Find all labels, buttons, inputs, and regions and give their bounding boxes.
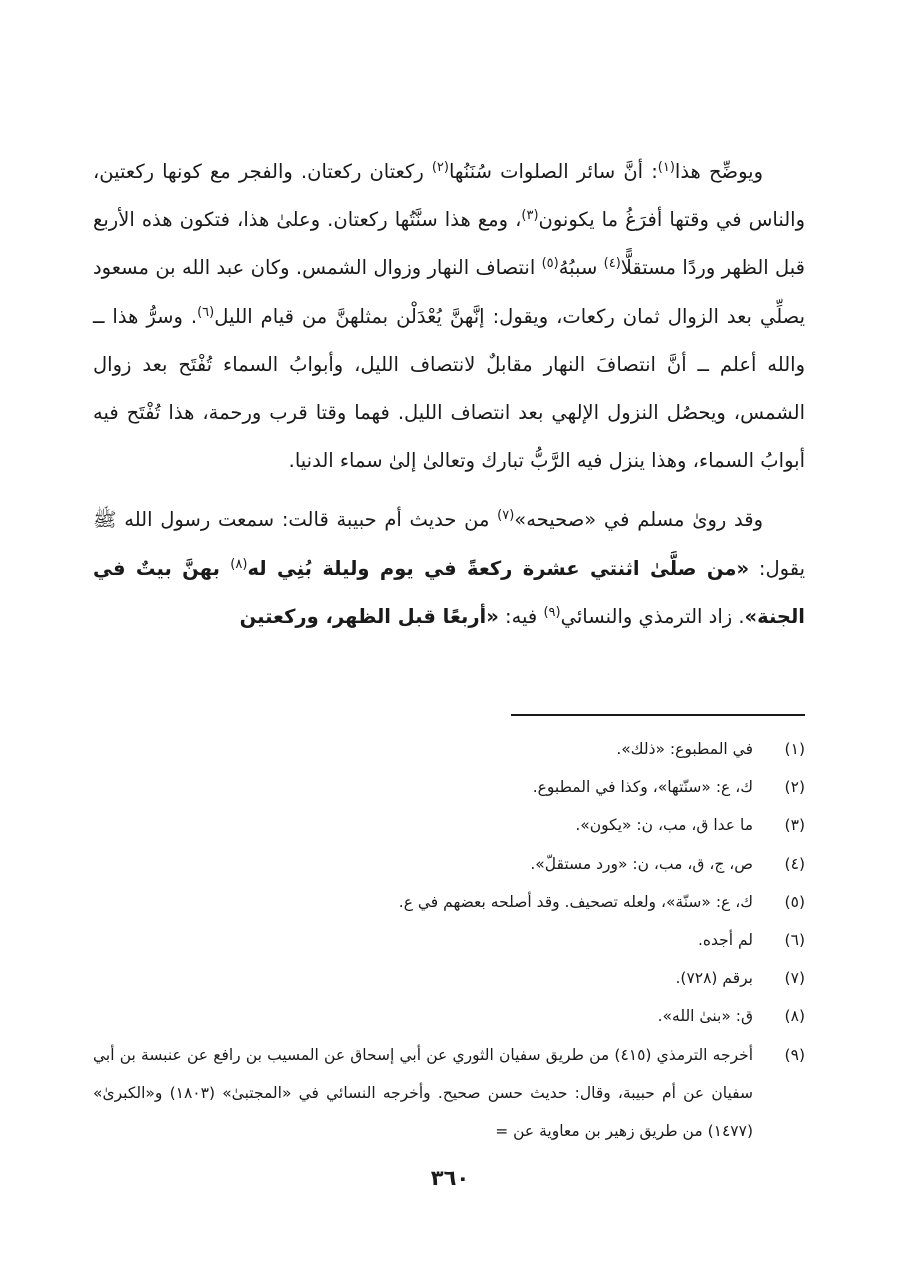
footnote-text: أخرجه الترمذي (٤١٥) من طريق سفيان الثوري عن أبي إسحاق عن المسيب بن رافع عن عنبسة بن أبي سفيان عن أم حبيبة، وقال: حديث حسن صحيح. وأخرجه النسائي في «المجتبىٰ» (١٨٠٣) و«الكبرىٰ» (١٤٧٧) من طريق زهير بن معاوية عن = <box>93 1045 754 1141</box>
footnote-separator <box>511 714 805 716</box>
text-run: : أنَّ سائر الصلوات سُنَنُها <box>448 160 658 183</box>
footnote-number: (٥) <box>784 892 805 911</box>
text-run: . وسرُّ هذا ــ والله أعلم ــ أنَّ انتصافَ النهار مقابلٌ لانتصاف الليل، وأبوابُ السماء تُفْتَح بعد زوال الشمس، ويحصُل النزول الإلهي بعد انتصاف الليل. فهما وقتا قرب ورحمة، هذا تُفْتَح فيه أبوابُ السماء، وهذا ينزل فيه الرَّبُّ تبارك وتعالىٰ إلىٰ سماء الدنيا. <box>93 304 805 473</box>
footnote-number: (٢) <box>784 778 805 797</box>
text-run: وقد روىٰ مسلم في «صحيحه» <box>514 508 763 532</box>
page-number: ٣٦٠ <box>430 1166 470 1190</box>
footnotes <box>93 730 805 1150</box>
footnote <box>93 730 805 768</box>
footnote-text: في المطبوع: «ذلك». <box>616 740 753 758</box>
footnote-ref-3: (٣) <box>521 208 539 224</box>
footnote-ref-7: (٧) <box>497 508 515 524</box>
footnote-number: (٣) <box>784 816 805 835</box>
footnote <box>93 997 805 1035</box>
text-run: ركعتان ركعتان. والفجر مع كونها ركعتين، والناس في وقتها أفرَغُ ما يكونون <box>93 160 805 232</box>
footnote-ref-8: (٨) <box>230 556 248 572</box>
footnote-text: برقم (٧٢٨). <box>675 969 753 988</box>
text-run: . زاد الترمذي والنسائي <box>560 604 745 628</box>
main-text <box>93 148 805 641</box>
footnote-text: ك، ع: «سنّة»، ولعله تصحيف. وقد أصلحه بعضهم في ع. <box>398 892 753 911</box>
text-run: ، ومع هذا سنَّتُها ركعتان. وعلىٰ هذا، فتكون هذه الأربع قبل الظهر وردًا مستقلًّا <box>93 208 806 280</box>
footnote-text: ص، ج، ق، مب، ن: «ورد مستقلّ». <box>530 854 753 873</box>
footnote-ref-6: (٦) <box>197 304 215 320</box>
text-run: من حديث أم حبيبة قالت: سمعت رسول الله ﷺ يقول: <box>93 508 805 580</box>
footnote-text: ك، ع: «سنّتها»، وكذا في المطبوع. <box>532 778 753 797</box>
footnote <box>93 768 805 806</box>
footnote-ref-2: (٢) <box>431 160 449 175</box>
footnote <box>93 1036 805 1151</box>
footnote-ref-1: (١) <box>657 160 675 175</box>
footnote-text: ق: «بنىٰ الله». <box>657 1007 753 1026</box>
text-run: انتصاف النهار وزوال الشمس. وكان عبد الله بن مسعود يصلِّي بعد الزوال ثمان ركعات، ويقول: إنَّهنَّ يُعْدَلْن بمثلهنَّ من قيام الليل <box>93 256 806 328</box>
footnote <box>93 845 805 883</box>
text-run: فيه: <box>498 604 544 628</box>
paragraph-1 <box>93 148 805 485</box>
footnote-text: ما عدا ق، مب، ن: «يكون». <box>575 816 753 835</box>
footnote <box>93 806 805 844</box>
footnote <box>93 959 805 997</box>
text-run: سببُهُ <box>558 256 604 280</box>
footnote-number: (٤) <box>784 854 805 873</box>
footnote-number: (٦) <box>784 931 805 950</box>
hadith-quote: «من صلَّىٰ اثنتي عشرة ركعةً في يوم وليلة بُنِي له <box>247 556 750 580</box>
footnote-number: (٧) <box>784 969 805 988</box>
footnote-ref-9: (٩) <box>543 604 561 620</box>
hadith-quote: «أربعًا قبل الظهر، وركعتين <box>239 604 499 628</box>
footnote-number: (٩) <box>784 1045 805 1064</box>
footnote-number: (١) <box>784 740 805 758</box>
hadith-quote: بهنَّ بيتٌ في الجنة» <box>93 556 805 628</box>
footnote-ref-4: (٤) <box>603 256 621 272</box>
footnote-ref-5: (٥) <box>541 256 559 272</box>
footnote <box>93 921 805 959</box>
footnote <box>93 883 805 921</box>
paragraph-2 <box>93 496 805 641</box>
footnote-number: (٨) <box>784 1007 805 1026</box>
text-run: ويوضِّح هذا <box>674 160 764 183</box>
footnote-text: لم أجده. <box>697 931 753 950</box>
